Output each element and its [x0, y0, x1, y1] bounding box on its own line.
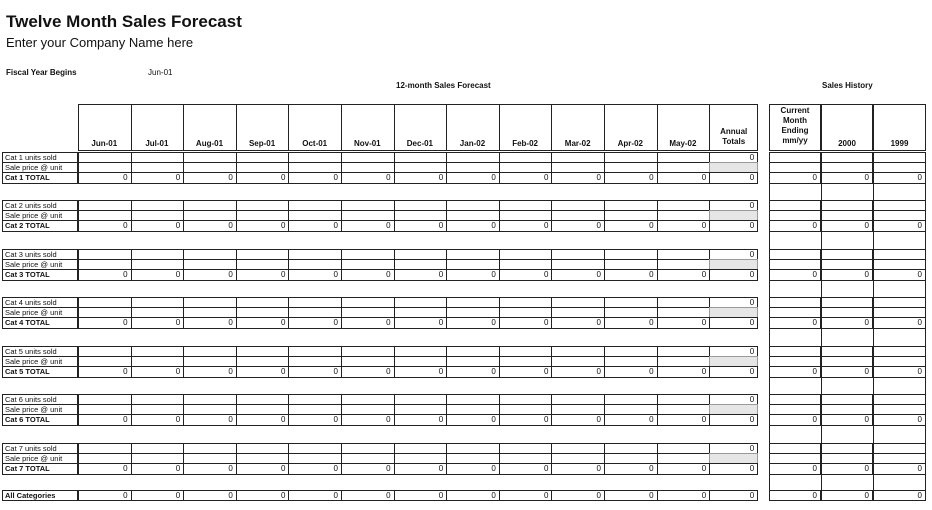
history-gap-line — [873, 232, 874, 249]
history-header: 1999 — [890, 139, 909, 148]
row-label: Cat 4 units sold — [2, 297, 78, 308]
input-cell: 0 — [288, 414, 342, 425]
history-gap-line — [873, 426, 874, 443]
history-gap-line — [925, 475, 926, 490]
input-cell: 0 — [604, 463, 658, 474]
history-cell: 0 — [821, 414, 873, 425]
history-cell: 0 — [873, 220, 926, 231]
input-cell: 0 — [341, 172, 395, 183]
annual-total-cell: 0 — [709, 317, 758, 328]
all-total-cell: 0 — [394, 490, 448, 501]
history-gap-line — [925, 329, 926, 346]
input-cell: 0 — [551, 317, 605, 328]
input-cell: 0 — [499, 414, 553, 425]
annual-total-cell: 0 — [709, 172, 758, 183]
history-cell: 0 — [769, 220, 821, 231]
input-cell: 0 — [446, 269, 500, 280]
month-header: Apr-02 — [617, 139, 643, 148]
history-gap-line — [925, 378, 926, 394]
input-cell: 0 — [394, 269, 448, 280]
input-cell: 0 — [341, 463, 395, 474]
fiscal-year-value[interactable]: Jun-01 — [148, 68, 173, 77]
input-cell: 0 — [341, 414, 395, 425]
annual-total-cell: 0 — [709, 220, 758, 231]
input-cell: 0 — [499, 366, 553, 377]
annual-total-cell: 0 — [709, 200, 758, 211]
input-cell: 0 — [551, 220, 605, 231]
month-header: Nov-01 — [353, 139, 381, 148]
input-cell: 0 — [657, 414, 711, 425]
history-gap-line — [769, 184, 770, 200]
history-gap-line — [769, 475, 770, 490]
all-total-cell: 0 — [499, 490, 553, 501]
month-header: Oct-01 — [302, 139, 328, 148]
history-gap-line — [821, 232, 822, 249]
row-label: Cat 6 TOTAL — [2, 414, 78, 425]
input-cell: 0 — [131, 317, 185, 328]
input-cell: 0 — [288, 172, 342, 183]
history-cell: 0 — [873, 463, 926, 474]
history-gap-line — [821, 184, 822, 200]
history-gap-line — [873, 281, 874, 297]
input-cell: 0 — [604, 220, 658, 231]
page-title: Twelve Month Sales Forecast — [6, 12, 242, 31]
input-cell: 0 — [78, 414, 132, 425]
input-cell: 0 — [341, 269, 395, 280]
input-cell: 0 — [499, 269, 553, 280]
month-header: Dec-01 — [406, 139, 434, 148]
annual-total-cell: 0 — [709, 269, 758, 280]
input-cell: 0 — [131, 269, 185, 280]
row-label: Cat 7 units sold — [2, 443, 78, 454]
history-title: Sales History — [822, 81, 873, 90]
all-total-cell: 0 — [288, 490, 342, 501]
annual-total-cell: 0 — [709, 414, 758, 425]
history-gap-line — [769, 329, 770, 346]
row-label: Cat 4 TOTAL — [2, 317, 78, 328]
input-cell: 0 — [657, 172, 711, 183]
input-cell: 0 — [131, 366, 185, 377]
history-gap-line — [821, 329, 822, 346]
history-gap-line — [925, 232, 926, 249]
input-cell: 0 — [183, 317, 237, 328]
row-label: Cat 5 units sold — [2, 346, 78, 357]
history-gap-line — [873, 184, 874, 200]
row-label: Sale price @ unit — [2, 162, 78, 173]
input-cell: 0 — [499, 317, 553, 328]
fiscal-year-label: Fiscal Year Begins — [6, 68, 77, 77]
history-cell: 0 — [769, 269, 821, 280]
row-label: Cat 5 TOTAL — [2, 366, 78, 377]
month-header: Jan-02 — [459, 139, 486, 148]
history-gap-line — [873, 378, 874, 394]
input-cell: 0 — [183, 366, 237, 377]
history-gap-line — [925, 426, 926, 443]
input-cell: 0 — [394, 414, 448, 425]
label-column-line — [78, 104, 79, 151]
all-total-cell: 0 — [183, 490, 237, 501]
history-gap-line — [769, 378, 770, 394]
all-total-cell: 0 — [131, 490, 185, 501]
history-gap-line — [769, 281, 770, 297]
input-cell: 0 — [183, 172, 237, 183]
history-cell: 0 — [873, 414, 926, 425]
input-cell: 0 — [78, 220, 132, 231]
input-cell: 0 — [236, 220, 290, 231]
row-label: Cat 1 units sold — [2, 152, 78, 163]
row-label: Cat 3 TOTAL — [2, 269, 78, 280]
input-cell: 0 — [131, 172, 185, 183]
input-cell: 0 — [183, 463, 237, 474]
annual-total-cell: 0 — [709, 366, 758, 377]
month-header: Aug-01 — [195, 139, 224, 148]
month-header: Sep-01 — [248, 139, 276, 148]
input-cell: 0 — [446, 317, 500, 328]
row-label: Cat 6 units sold — [2, 394, 78, 405]
input-cell: 0 — [78, 366, 132, 377]
input-cell: 0 — [446, 172, 500, 183]
company-name[interactable]: Enter your Company Name here — [6, 35, 194, 50]
input-cell: 0 — [341, 220, 395, 231]
history-cell: 0 — [873, 269, 926, 280]
history-cell: 0 — [769, 463, 821, 474]
input-cell: 0 — [341, 366, 395, 377]
all-history-cell: 0 — [769, 490, 821, 501]
history-header: 2000 — [838, 139, 856, 148]
input-cell: 0 — [551, 172, 605, 183]
input-cell: 0 — [551, 269, 605, 280]
input-cell: 0 — [657, 269, 711, 280]
input-cell: 0 — [131, 414, 185, 425]
input-cell: 0 — [657, 463, 711, 474]
history-cell: 0 — [873, 172, 926, 183]
all-total-cell: 0 — [236, 490, 290, 501]
history-gap-line — [821, 426, 822, 443]
history-cell: 0 — [821, 366, 873, 377]
all-history-cell: 0 — [821, 490, 873, 501]
input-cell: 0 — [183, 414, 237, 425]
annual-total-cell: 0 — [709, 346, 758, 357]
input-cell: 0 — [604, 366, 658, 377]
input-cell: 0 — [236, 414, 290, 425]
history-cell: 0 — [821, 220, 873, 231]
annual-total-cell: 0 — [709, 249, 758, 260]
input-cell: 0 — [604, 172, 658, 183]
input-cell: 0 — [341, 317, 395, 328]
month-header: May-02 — [669, 139, 697, 148]
history-cell: 0 — [769, 414, 821, 425]
annual-header: Annual Totals — [720, 127, 748, 146]
history-cell: 0 — [769, 172, 821, 183]
input-cell: 0 — [78, 317, 132, 328]
month-header: Mar-02 — [564, 139, 591, 148]
input-cell: 0 — [288, 463, 342, 474]
input-cell: 0 — [394, 172, 448, 183]
input-cell: 0 — [551, 366, 605, 377]
month-header: Jul-01 — [145, 139, 169, 148]
row-label: Sale price @ unit — [2, 404, 78, 415]
input-cell: 0 — [183, 220, 237, 231]
history-gap-line — [925, 281, 926, 297]
history-cell: 0 — [873, 317, 926, 328]
input-cell: 0 — [236, 463, 290, 474]
history-gap-line — [873, 475, 874, 490]
all-total-cell: 0 — [604, 490, 658, 501]
all-history-cell: 0 — [873, 490, 926, 501]
input-cell: 0 — [236, 366, 290, 377]
all-total-cell: 0 — [446, 490, 500, 501]
input-cell: 0 — [288, 366, 342, 377]
row-label: Sale price @ unit — [2, 453, 78, 464]
input-cell: 0 — [657, 317, 711, 328]
row-label: Cat 2 TOTAL — [2, 220, 78, 231]
annual-total-cell: 0 — [709, 394, 758, 405]
history-gap-line — [821, 475, 822, 490]
input-cell: 0 — [131, 220, 185, 231]
input-cell: 0 — [288, 269, 342, 280]
input-cell: 0 — [499, 172, 553, 183]
input-cell: 0 — [604, 414, 658, 425]
history-cell: 0 — [769, 366, 821, 377]
input-cell: 0 — [499, 220, 553, 231]
input-cell: 0 — [394, 317, 448, 328]
input-cell: 0 — [183, 269, 237, 280]
annual-total-cell: 0 — [709, 152, 758, 163]
annual-total-cell: 0 — [709, 443, 758, 454]
input-cell: 0 — [236, 172, 290, 183]
all-total-cell: 0 — [341, 490, 395, 501]
input-cell: 0 — [499, 463, 553, 474]
input-cell: 0 — [78, 269, 132, 280]
forecast-title: 12-month Sales Forecast — [396, 81, 491, 90]
row-label: Cat 3 units sold — [2, 249, 78, 260]
annual-total-cell: 0 — [709, 463, 758, 474]
history-gap-line — [769, 232, 770, 249]
row-label: Sale price @ unit — [2, 356, 78, 367]
input-cell: 0 — [394, 463, 448, 474]
row-label: Cat 7 TOTAL — [2, 463, 78, 474]
annual-total-cell: 0 — [709, 297, 758, 308]
history-gap-line — [821, 378, 822, 394]
history-cell: 0 — [821, 269, 873, 280]
history-cell: 0 — [821, 317, 873, 328]
input-cell: 0 — [236, 317, 290, 328]
history-gap-line — [873, 329, 874, 346]
row-label: Cat 1 TOTAL — [2, 172, 78, 183]
input-cell: 0 — [551, 463, 605, 474]
input-cell: 0 — [446, 463, 500, 474]
input-cell: 0 — [236, 269, 290, 280]
all-categories-label: All Categories — [2, 490, 78, 501]
row-label: Sale price @ unit — [2, 210, 78, 221]
input-cell: 0 — [78, 463, 132, 474]
input-cell: 0 — [446, 220, 500, 231]
input-cell: 0 — [657, 366, 711, 377]
input-cell: 0 — [288, 220, 342, 231]
history-cell: 0 — [821, 463, 873, 474]
history-gap-line — [925, 184, 926, 200]
input-cell: 0 — [604, 269, 658, 280]
all-annual-cell: 0 — [709, 490, 758, 501]
input-cell: 0 — [288, 317, 342, 328]
history-gap-line — [821, 281, 822, 297]
all-total-cell: 0 — [551, 490, 605, 501]
input-cell: 0 — [78, 172, 132, 183]
month-header: Jun-01 — [91, 139, 118, 148]
history-cell: 0 — [873, 366, 926, 377]
row-label: Sale price @ unit — [2, 307, 78, 318]
row-label: Sale price @ unit — [2, 259, 78, 270]
row-label: Cat 2 units sold — [2, 200, 78, 211]
input-cell: 0 — [446, 366, 500, 377]
input-cell: 0 — [604, 317, 658, 328]
history-gap-line — [769, 426, 770, 443]
month-header: Feb-02 — [512, 139, 538, 148]
history-cell: 0 — [821, 172, 873, 183]
input-cell: 0 — [657, 220, 711, 231]
all-total-cell: 0 — [657, 490, 711, 501]
history-header: Current Month Ending mm/yy — [780, 106, 810, 145]
all-total-cell: 0 — [78, 490, 132, 501]
input-cell: 0 — [394, 366, 448, 377]
input-cell: 0 — [551, 414, 605, 425]
input-cell: 0 — [131, 463, 185, 474]
input-cell: 0 — [446, 414, 500, 425]
history-cell: 0 — [769, 317, 821, 328]
input-cell: 0 — [394, 220, 448, 231]
